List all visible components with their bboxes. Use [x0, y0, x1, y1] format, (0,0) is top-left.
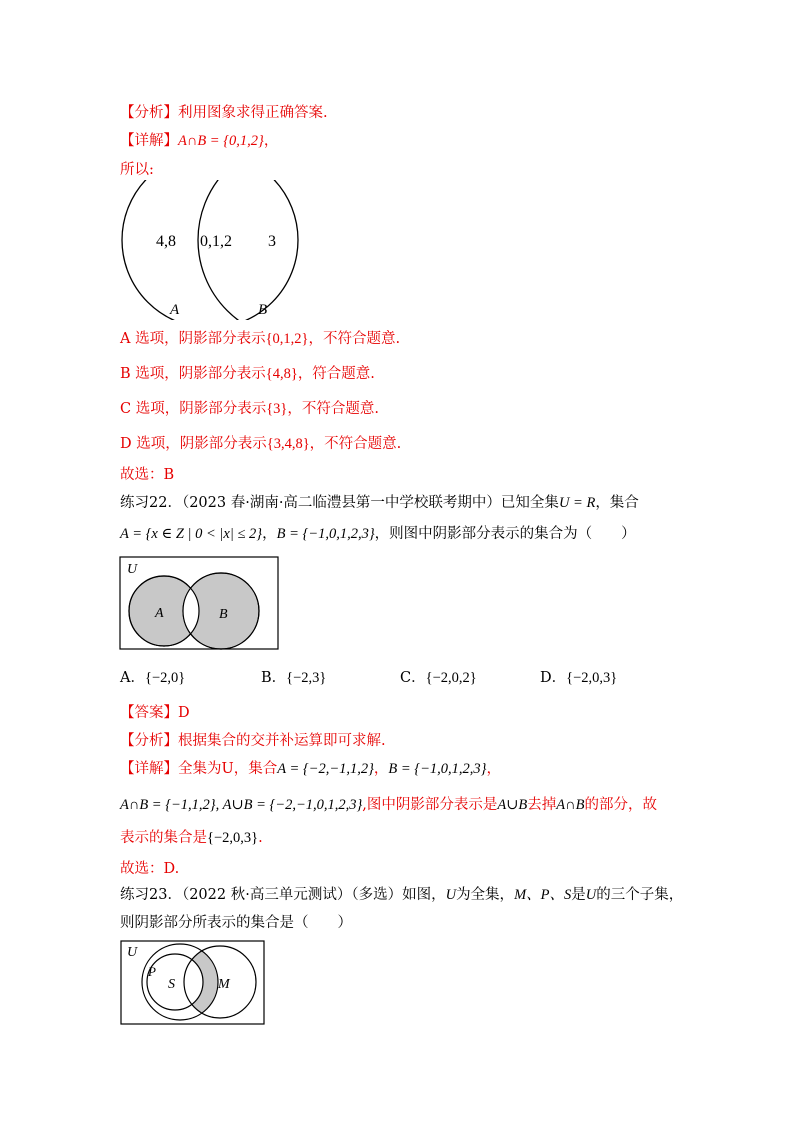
so-line: 所以: — [120, 162, 154, 178]
ex22-detail-line-2 — [120, 795, 657, 815]
option-d-text: D 选项，阴影部分表示 — [120, 436, 267, 452]
ex22-detail-line — [120, 759, 501, 779]
option-a-tail: ，不符合题意. — [308, 331, 401, 347]
answer-tag: 【答案】 — [120, 705, 178, 721]
option-b-text: B 选项，阴影部分表示 — [120, 366, 266, 382]
ex23-m-label: M — [218, 977, 230, 992]
choice-a-value: {−2,0} — [144, 670, 186, 686]
ex22-detail-end: ， — [486, 761, 501, 777]
choice-d-value: {−2,0,3} — [566, 670, 618, 686]
option-b-line — [120, 364, 375, 384]
ex22-choice-c — [400, 668, 477, 688]
ex22-question: ，则图中阴影部分表示的集合为（ ） — [374, 526, 636, 542]
ex22-choice-a — [120, 668, 185, 688]
choice-b-value: {−2,3} — [286, 670, 327, 686]
venn-diagram-ex23 — [120, 940, 266, 1026]
option-d-set: {3,4,8} — [266, 436, 310, 452]
option-b-tail: ，符合题意. — [297, 366, 375, 382]
choice-d-label: D． — [540, 670, 567, 686]
option-d-tail: ，不符合题意. — [309, 436, 402, 452]
ex22-choice-b — [261, 668, 326, 688]
ex22-analysis-line — [120, 731, 386, 751]
ex23-s-label: S — [168, 977, 175, 992]
option-a-line — [120, 329, 400, 349]
choice-b-label: B． — [261, 670, 287, 686]
ex22-line-2 — [120, 524, 636, 544]
ex23-u2: U — [585, 887, 597, 903]
ex23-p-label: P — [148, 964, 156, 979]
choice-c-label: C． — [400, 670, 426, 686]
option-a-text: A 选项，阴影部分表示 — [120, 331, 266, 347]
detail-line-1 — [120, 131, 278, 151]
answer-value: D — [178, 705, 190, 721]
ex22-detail-tag: 【详解】 — [120, 761, 178, 777]
ex22-set-a-def: A = {x ∈ Z | 0 < |x| ≤ 2} — [120, 526, 263, 542]
detail-tag: 【详解】 — [120, 133, 178, 149]
ex22-result-text: 表示的集合是 — [120, 830, 207, 846]
ex22-line-1 — [120, 493, 639, 513]
ex22-sep: ， — [262, 526, 277, 542]
option-c-line — [120, 399, 379, 419]
ex22-intro-end: ，集合 — [595, 495, 639, 511]
venn-diagram-ex22 — [119, 556, 279, 650]
ex22-detail-sep: ， — [373, 761, 389, 777]
ex22-universe-expr: U = R — [558, 495, 596, 511]
option-d-line — [120, 434, 401, 454]
ex23-text-c: 是 — [571, 887, 586, 903]
ex22-detail-line-3 — [120, 828, 263, 848]
ex22-choice-line: 故选：D. — [120, 861, 180, 877]
analysis-text: 利用图象求得正确答案. — [178, 105, 328, 121]
ex22-result-set: {−2,0,3} — [207, 830, 259, 846]
ex22-intro: 练习22．（2023 春·湖南·高二临澧县第一中学校联考期中）已知全集 — [120, 495, 559, 511]
ex22-a-label: A — [155, 606, 164, 621]
ex22-inter-expr: A∩B — [556, 797, 585, 813]
detail-end: ， — [263, 133, 279, 149]
ex22-analysis-tag: 【分析】 — [120, 733, 178, 749]
ex23-line-1 — [120, 885, 683, 905]
region-left-label: 4,8 — [156, 233, 176, 250]
ex22-answer-line — [120, 703, 190, 723]
ex23-u: U — [445, 887, 457, 903]
region-middle-label: 0,1,2 — [200, 233, 232, 250]
ex23-text-b: 为全集， — [456, 887, 515, 903]
venn-diagram-ab-labels — [118, 180, 318, 320]
ex22-b-label: B — [219, 607, 228, 622]
ex22-detail-text: 全集为U，集合 — [178, 761, 278, 777]
ex23-text-d: 的三个子集， — [596, 887, 684, 903]
set-a-label: A — [170, 302, 180, 318]
choice-c-value: {−2,0,2} — [425, 670, 477, 686]
ex23-line-2: 则阴影部分所表示的集合是（ ） — [120, 915, 352, 931]
ex22-ops-text1: ,图中阴影部分表示是 — [362, 797, 498, 813]
ex22-detail-set-a: A = {−2,−1,1,2} — [277, 761, 374, 777]
ex22-analysis-text: 根据集合的交并补运算即可求解. — [178, 733, 386, 749]
analysis-tag: 【分析】 — [120, 105, 178, 121]
analysis-line-1 — [120, 103, 328, 123]
detail-expr: A∩B = {0,1,2} — [178, 133, 264, 149]
ex23-u-label: U — [127, 945, 138, 960]
ex22-u-label: U — [127, 562, 138, 577]
option-b-set: {4,8} — [265, 366, 298, 382]
ex22-result-end: . — [258, 830, 263, 846]
choice-a-label: A． — [120, 670, 145, 686]
ex22-ops-text3: 的部分，故 — [584, 797, 657, 813]
ex22-union-expr: A∪B — [497, 797, 528, 813]
ex23-sets: M、P、S — [514, 887, 572, 903]
option-c-set: {3} — [266, 401, 288, 417]
ex23-intro: 练习23．（2022 秋·高三单元测试）（多选）如图， — [120, 887, 446, 903]
ex22-ops-expr: A∩B = {−1,1,2}, A∪B = {−2,−1,0,1,2,3} — [120, 797, 363, 813]
option-c-text: C 选项，阴影部分表示 — [120, 401, 267, 417]
region-right-label: 3 — [268, 233, 276, 250]
choice-line-1: 故选：B — [120, 467, 175, 483]
set-b-label: B — [258, 302, 268, 318]
ex22-detail-set-b: B = {−1,0,1,2,3} — [388, 761, 487, 777]
option-a-set: {0,1,2} — [265, 331, 309, 347]
option-c-tail: ，不符合题意. — [287, 401, 379, 417]
ex22-ops-text2: 去掉 — [527, 797, 557, 813]
ex22-choice-d — [540, 668, 617, 688]
ex22-set-b-def: B = {−1,0,1,2,3} — [276, 526, 375, 542]
